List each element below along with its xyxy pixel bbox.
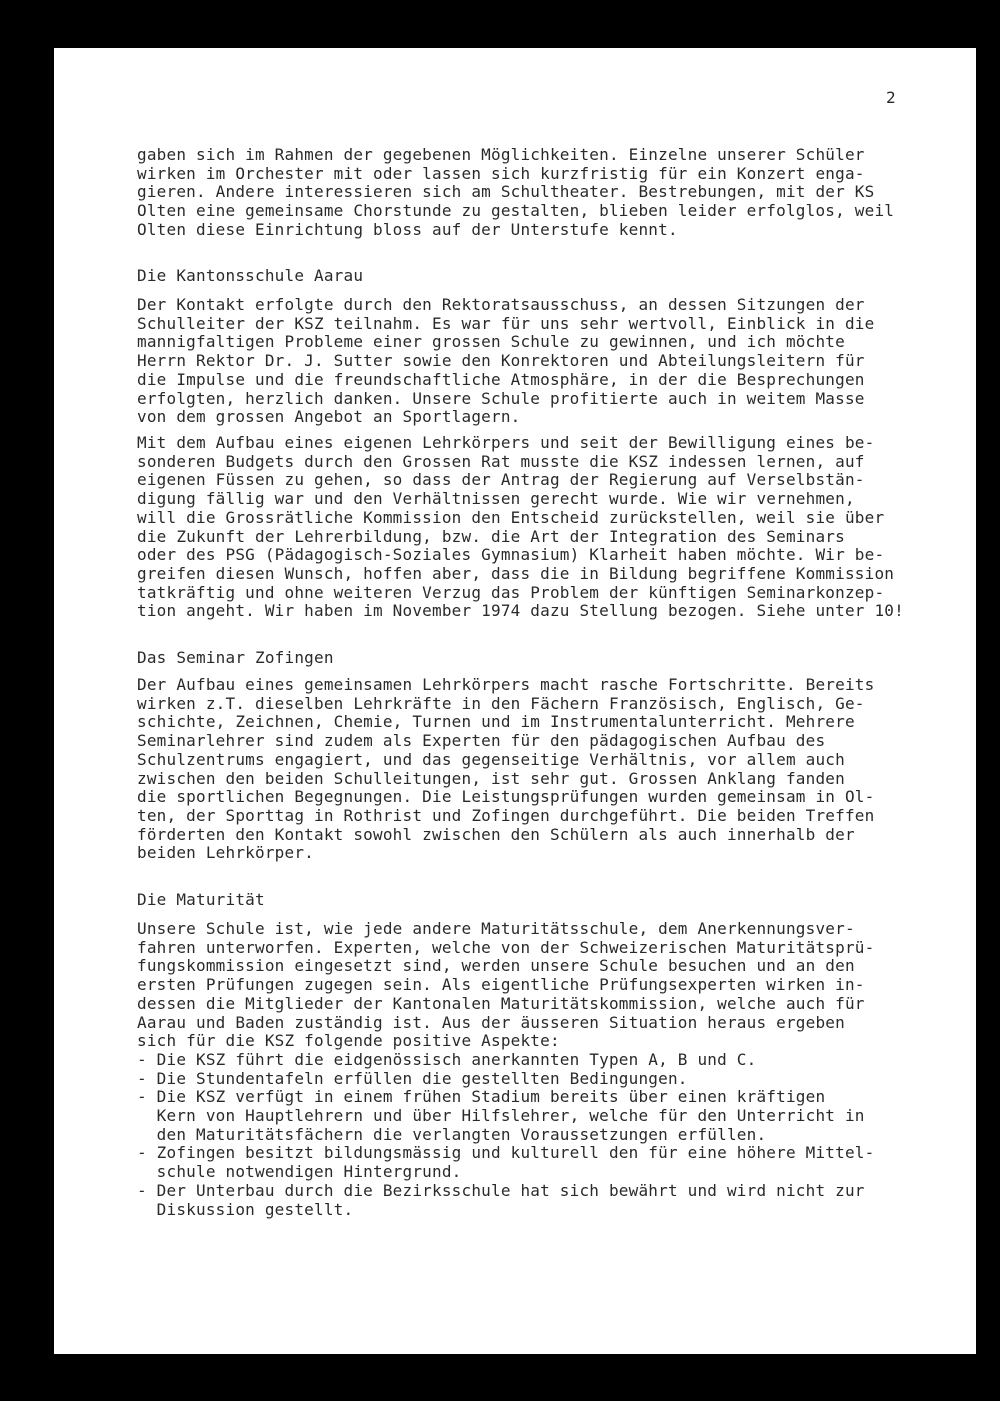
- paragraph-seminar-zofingen: Der Aufbau eines gemeinsamen Lehrkörpers macht rasche Fortschritte. Bereits wirken z.T. dieselben Lehrkräfte in den Fächern Französisch, Englisch, Ge- schichte, Zeichnen, Chemie, Turnen und im Instrumentalunterricht. Mehrere Seminarlehrer sind zudem als Experten für den pädagogischen Aufbau des Schulzentrums engagiert, und das gegenseitige Verhältnis, vor allem auch zwischen den beiden Schulleitungen, ist sehr gut. Grossen Anklang fanden die sportlichen Begegnungen. Die Leistungsprüfungen wurden gemeinsam in Ol- ten, der Sporttag in Rothrist und Zofingen durchgeführt. Die beiden Treffen förderten den Kontakt sowohl zwischen den Schülern als auch innerhalb der beiden Lehrkörper.: [137, 675, 875, 863]
- paragraph-maturitaet: Unsere Schule ist, wie jede andere Maturitätsschule, dem Anerkennungsver- fahren unterworfen. Experten, welche von der Schweizerischen Maturitätsprü- fungskommission eingesetzt sind, werden unsere Schule besuchen und an den ersten Prüfungen zugegen sein. Als eigentliche Prüfungsexperten wirken in- dessen die Mitglieder der Kantonalen Maturitätskommission, welche auch für Aarau und Baden zuständig ist. Aus der äusseren Situation heraus ergeben sich für die KSZ folgende positive Aspekte: - Die KSZ führt die eidgenössisch anerkannten Typen A, B und C. - Die Stundentafeln erfüllen die gestellten Bedingungen. - Die KSZ verfügt in einem frühen Stadium bereits über einen kräftigen Kern von Hauptlehrern und über Hilfslehrer, welche für den Unterricht in den Maturitätsfächern die verlangten Voraussetzungen erfüllen. - Zofingen besitzt bildungsmässig und kulturell den für eine höhere Mittel- schule notwendigen Hintergrund. - Der Unterbau durch die Bezirksschule hat sich bewährt und wird nicht zur Diskussion gestellt.: [137, 919, 875, 1219]
- heading-maturitaet: Die Maturität: [137, 890, 265, 909]
- paragraph-intro: gaben sich im Rahmen der gegebenen Möglichkeiten. Einzelne unserer Schüler wirken im Orchester mit oder lassen sich kurzfristig für ein Konzert enga- gieren. Andere interessieren sich am Schultheater. Bestrebungen, mit der KS Olten eine gemeinsame Chorstunde zu gestalten, blieben leider erfolglos, weil Olten diese Einrichtung bloss auf der Unterstufe kennt.: [137, 145, 895, 239]
- page-number: 2: [886, 88, 896, 107]
- document-page: [54, 48, 976, 1354]
- paragraph-ksz-independence: Mit dem Aufbau eines eigenen Lehrkörpers und seit der Bewilligung eines be- sonderen Budgets durch den Grossen Rat musste die KSZ indessen lernen, auf eigenen Füssen zu gehen, so dass der Antrag der Regierung auf Verselbstän- digung fällig war und den Verhältnissen gerecht wurde. Wie wir vernehmen, will die Grossrätliche Kommission den Entscheid zurückstellen, weil sie über die Zukunft der Lehrerbildung, bzw. die Art der Integration des Seminars oder des PSG (Pädagogisch-Soziales Gymnasium) Klarheit haben möchte. Wir be- greifen diesen Wunsch, hoffen aber, dass die in Bildung begriffene Kommission tatkräftig und ohne weiteren Verzug das Problem der künftigen Seminarkonzep- tion angeht. Wir haben im November 1974 dazu Stellung bezogen. Siehe unter 10!: [137, 433, 904, 621]
- paragraph-aarau-contact: Der Kontakt erfolgte durch den Rektoratsausschuss, an dessen Sitzungen der Schulleiter der KSZ teilnahm. Es war für uns sehr wertvoll, Einblick in die mannigfaltigen Probleme einer grossen Schule zu gewinnen, und ich möchte Herrn Rektor Dr. J. Sutter sowie den Konrektoren und Abteilungsleitern für die Impulse und die freundschaftliche Atmosphäre, in der die Besprechungen erfolgten, herzlich danken. Unsere Schule profitierte auch in weitem Masse von dem grossen Angebot an Sportlagern.: [137, 295, 875, 427]
- heading-kantonsschule-aarau: Die Kantonsschule Aarau: [137, 266, 364, 285]
- heading-seminar-zofingen: Das Seminar Zofingen: [137, 648, 334, 667]
